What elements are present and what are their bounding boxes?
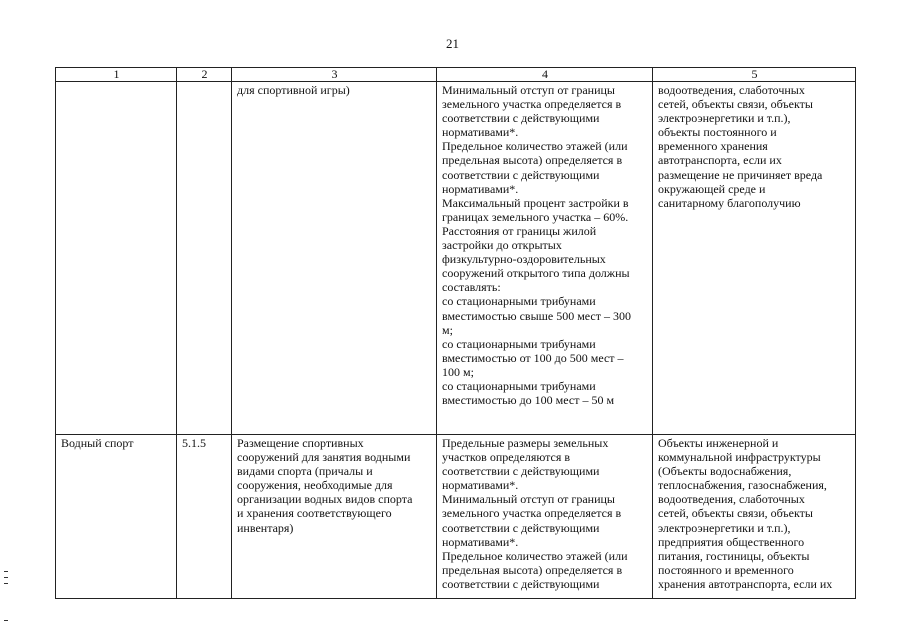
cell-text-line: временного хранения: [658, 139, 768, 154]
cell-text-line: предельная высота) определяется в: [442, 562, 623, 577]
cell-text-line: нормативами*.: [442, 181, 519, 196]
cell-text-line: сетей, объекты связи, объекты: [658, 97, 813, 112]
cell-text-line: электроэнергетики и т.п.),: [658, 111, 791, 126]
cell-text-line: сооружения, необходимые для: [237, 478, 393, 493]
cell-text-line: электроэнергетики и т.п.),: [658, 520, 791, 535]
cell-text-line: вместимостью свыше 500 мест – 300: [442, 308, 631, 323]
cell-text-line: объекты постоянного и: [658, 125, 777, 140]
cell-text-line: предельная высота) определяется в: [442, 153, 623, 168]
cell-text-line: сооружений открытого типа должны: [442, 266, 630, 281]
cell-text-line: участков определяются в: [442, 450, 571, 465]
cell-text-line: соответствии с действующими: [442, 520, 600, 535]
cell-text-line: хранения автотранспорта, если их: [658, 576, 833, 591]
cell-text-line: нормативами*.: [442, 125, 519, 140]
cell-text-line: автотранспорта, если их: [658, 153, 782, 168]
cell-text-line: Предельное количество этажей (или: [442, 548, 628, 563]
cell-use-description: [232, 435, 437, 599]
header-col-4: 4: [437, 68, 653, 82]
cell-text-line: водоотведения, слаботочных: [658, 492, 805, 507]
cell-text-line: Максимальный процент застройки в: [442, 195, 629, 210]
cell-text-line: инвентаря): [237, 520, 294, 535]
cell-use-name: [56, 82, 177, 435]
scan-margin-mark: [4, 583, 8, 584]
cell-text-line: санитарному благополучию: [658, 195, 801, 210]
cell-text-line: Объекты инженерной и: [658, 436, 779, 450]
land-use-table: [55, 67, 856, 599]
cell-text-line: земельного участка определяется в: [442, 506, 622, 521]
cell-text-line: видами спорта (причалы и: [237, 464, 373, 479]
cell-text-line: коммунальной инфраструктуры: [658, 450, 821, 465]
table-row: [56, 82, 856, 435]
cell-text-line: питания, гостиницы, объекты: [658, 548, 810, 563]
cell-text-line: и хранения соответствующего: [237, 506, 392, 521]
cell-text-line: соответствии с действующими: [442, 464, 600, 479]
cell-text-line: нормативами*.: [442, 478, 519, 493]
cell-text-line: размещение не причиняет вреда: [658, 167, 823, 182]
cell-text-line: соответствии с действующими: [442, 111, 600, 126]
cell-use-code: [177, 435, 232, 599]
cell-text-line: организации водных видов спорта: [237, 492, 413, 507]
cell-parameters: [437, 82, 653, 435]
cell-text-line: для спортивной игры): [237, 83, 350, 97]
cell-text-line: вместимостью до 100 мест – 50 м: [442, 393, 615, 408]
cell-use-code: [177, 82, 232, 435]
cell-text-line: 100 м;: [442, 364, 474, 379]
cell-text-line: со стационарными трибунами: [442, 378, 596, 393]
cell-auxiliary-uses: [653, 435, 856, 599]
cell-text-line: м;: [442, 322, 453, 337]
cell-text-line: Размещение спортивных: [237, 436, 364, 450]
header-col-3: 3: [232, 68, 437, 82]
header-col-1: 1: [56, 68, 177, 82]
cell-text-line: (Объекты водоснабжения,: [658, 464, 792, 479]
cell-text-line: Предельное количество этажей (или: [442, 139, 628, 154]
page-number: 21: [446, 36, 459, 51]
table-row: [56, 435, 856, 599]
cell-text-line: постоянного и временного: [658, 562, 794, 577]
header-col-2: 2: [177, 68, 232, 82]
cell-text-line: границах земельного участка – 60%.: [442, 209, 629, 224]
cell-text-line: предприятия общественного: [658, 534, 805, 549]
cell-text-line: теплоснабжения, газоснабжения,: [658, 478, 827, 493]
cell-parameters: [437, 435, 653, 599]
cell-text-line: сетей, объекты связи, объекты: [658, 506, 813, 521]
cell-use-name: [56, 435, 177, 599]
cell-text-line: Минимальный отступ от границы: [442, 492, 615, 507]
header-row: [56, 68, 856, 82]
cell-text-line: физкультурно-оздоровительных: [442, 252, 606, 267]
cell-text-line: 5.1.5: [182, 436, 206, 450]
cell-text-line: со стационарными трибунами: [442, 294, 596, 309]
cell-text-line: составлять:: [442, 280, 501, 295]
cell-text-line: сооружений для занятия водными: [237, 450, 411, 465]
cell-text-line: окружающей среде и: [658, 181, 766, 196]
cell-text-line: вместимостью от 100 до 500 мест –: [442, 350, 624, 365]
cell-auxiliary-uses: [653, 82, 856, 435]
cell-text-line: соответствии с действующими: [442, 167, 600, 182]
cell-text-line: Водный спорт: [61, 436, 134, 450]
cell-text-line: водоотведения, слаботочных: [658, 83, 805, 97]
cell-text-line: нормативами*.: [442, 534, 519, 549]
cell-text-line: Расстояния от границы жилой: [442, 223, 597, 238]
cell-text-line: застройки до открытых: [442, 238, 562, 253]
cell-text-line: Предельные размеры земельных: [442, 436, 609, 450]
scan-margin-mark: [4, 577, 8, 578]
header-col-5: 5: [653, 68, 856, 82]
cell-text-line: земельного участка определяется в: [442, 97, 622, 112]
cell-text-line: соответствии с действующими: [442, 576, 600, 591]
cell-text-line: Минимальный отступ от границы: [442, 83, 615, 97]
cell-use-description: [232, 82, 437, 435]
scan-margin-mark: [4, 620, 8, 621]
cell-text-line: со стационарными трибунами: [442, 336, 596, 351]
scan-margin-mark: [4, 571, 8, 572]
